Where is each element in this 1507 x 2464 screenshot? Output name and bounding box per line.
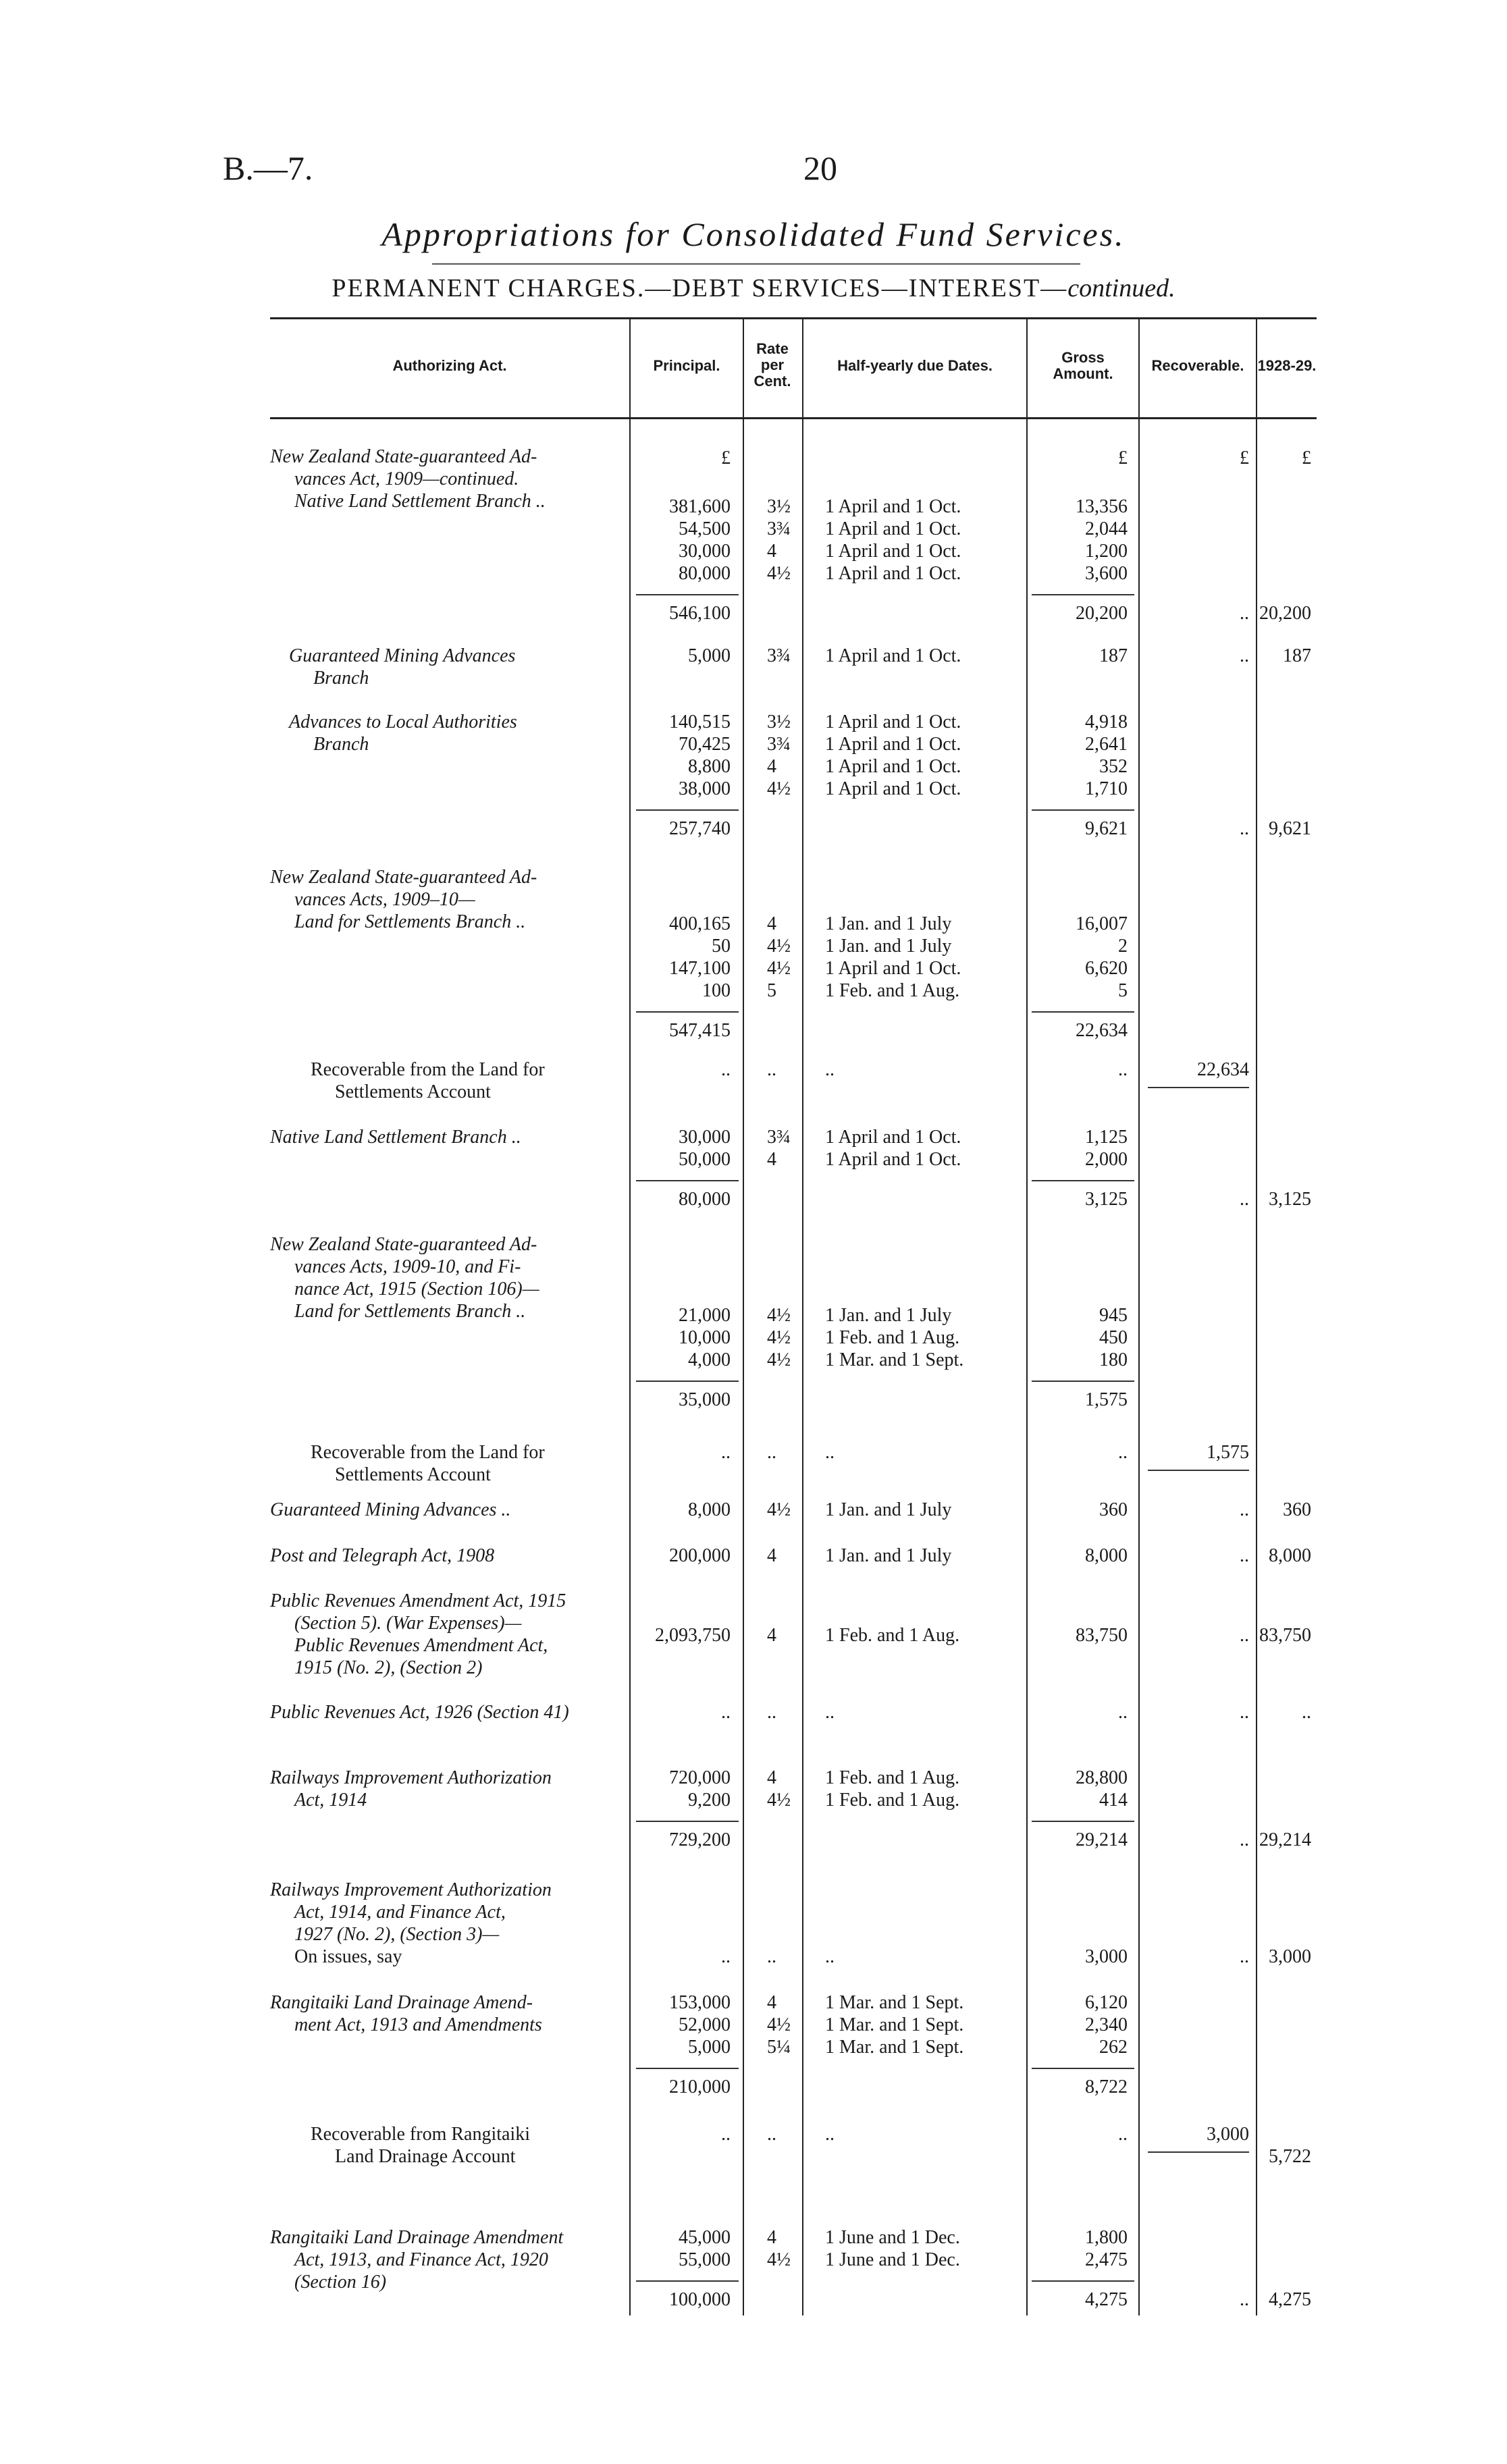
principal-value: .. xyxy=(721,2124,731,2145)
principal-value: 4,000 xyxy=(688,1349,731,1370)
principal-total: 546,100 xyxy=(669,603,731,624)
year-total: 9,621 xyxy=(1269,818,1311,839)
sum-rule xyxy=(636,1011,739,1013)
column-divider xyxy=(1026,317,1028,2315)
year-total: 20,200 xyxy=(1259,603,1311,624)
recoverable-amount: 3,000 xyxy=(1207,2124,1249,2145)
principal-value: 200,000 xyxy=(669,1545,731,1566)
rate-value: .. xyxy=(767,2124,776,2145)
recoverable-value: .. xyxy=(1240,645,1249,666)
rate-value: 4½ xyxy=(767,958,791,979)
principal-value: 5,000 xyxy=(688,645,731,666)
gross-amount: 187 xyxy=(1099,645,1128,666)
principal-value: 52,000 xyxy=(679,2014,731,2035)
due-dates: 1 Mar. and 1 Sept. xyxy=(825,1349,964,1370)
year-total: 4,275 xyxy=(1269,2289,1311,2310)
column-header-principal: Principal. xyxy=(653,357,720,374)
recoverable-note: Settlements Account xyxy=(335,1464,491,1485)
act-text: (Section 5). (War Expenses)— xyxy=(294,1613,522,1634)
year-total: 187 xyxy=(1283,645,1311,666)
sum-rule xyxy=(1032,1180,1134,1181)
act-text: Act, 1913, and Finance Act, 1920 xyxy=(294,2249,548,2270)
act-text: Land for Settlements Branch .. xyxy=(294,911,526,932)
due-dates: 1 Feb. and 1 Aug. xyxy=(825,1327,960,1348)
due-dates: 1 April and 1 Oct. xyxy=(825,541,961,562)
year-total: 5,722 xyxy=(1269,2146,1311,2167)
principal-value: 147,100 xyxy=(669,958,731,979)
gross-amount: 1,125 xyxy=(1085,1127,1128,1148)
gross-amount: 180 xyxy=(1099,1349,1128,1370)
rate-value: .. xyxy=(767,1059,776,1080)
sum-rule xyxy=(1148,1087,1249,1088)
act-text: Land for Settlements Branch .. xyxy=(294,1301,526,1322)
principal-total: 80,000 xyxy=(679,1189,731,1210)
due-dates: 1 April and 1 Oct. xyxy=(825,958,961,979)
rate-value: 3¾ xyxy=(767,645,791,666)
gross-amount: 13,356 xyxy=(1076,496,1128,517)
act-text: On issues, say xyxy=(294,1946,402,1967)
gross-amount: 1,800 xyxy=(1085,2227,1128,2248)
column-header-dates: Half-yearly due Dates. xyxy=(837,357,993,374)
column-header-recoverable: Recoverable. xyxy=(1151,357,1244,374)
recoverable-value: .. xyxy=(1240,1545,1249,1566)
gross-amount: 450 xyxy=(1099,1327,1128,1348)
currency-symbol: £ xyxy=(1118,448,1128,468)
gross-total: 4,275 xyxy=(1085,2289,1128,2310)
due-dates: 1 Mar. and 1 Sept. xyxy=(825,2014,964,2035)
gross-amount: 5 xyxy=(1118,980,1128,1001)
due-dates: 1 Jan. and 1 July xyxy=(825,1305,952,1326)
rate-value: 4½ xyxy=(767,563,791,584)
recoverable-note: Land Drainage Account xyxy=(335,2146,516,2167)
rate-value: 4½ xyxy=(767,2014,791,2035)
rate-value: 5¼ xyxy=(767,2037,791,2058)
gross-total: 1,575 xyxy=(1085,1389,1128,1410)
due-dates: 1 Jan. and 1 July xyxy=(825,936,952,957)
gross-amount: 2,000 xyxy=(1085,1149,1128,1170)
gross-total: 8,722 xyxy=(1085,2077,1128,2097)
rate-value: 4½ xyxy=(767,1790,791,1811)
due-dates: 1 Jan. and 1 July xyxy=(825,1499,952,1520)
due-dates: 1 April and 1 Oct. xyxy=(825,645,961,666)
principal-value: 100 xyxy=(702,980,731,1001)
due-dates: 1 Jan. and 1 July xyxy=(825,1545,952,1566)
recoverable-value: .. xyxy=(1240,603,1249,624)
rate-value: 3¾ xyxy=(767,734,791,755)
sum-rule xyxy=(636,2068,739,2069)
due-dates: 1 Feb. and 1 Aug. xyxy=(825,1625,960,1646)
title-rule xyxy=(432,263,1080,265)
principal-value: 70,425 xyxy=(679,734,731,755)
rate-value: 3¾ xyxy=(767,1127,791,1148)
recoverable-value: .. xyxy=(1240,1946,1249,1967)
section-subtitle xyxy=(0,273,1507,303)
subtitle-main: PERMANENT CHARGES.—DEBT SERVICES—INTEREST— xyxy=(332,274,1068,302)
gross-amount: 262 xyxy=(1099,2037,1128,2058)
due-dates: 1 Feb. and 1 Aug. xyxy=(825,980,960,1001)
act-text: 1927 (No. 2), (Section 3)— xyxy=(294,1924,500,1945)
column-header-rate: Rate per Cent. xyxy=(754,340,791,390)
gross-amount: 16,007 xyxy=(1076,913,1128,934)
gross-amount: 8,000 xyxy=(1085,1545,1128,1566)
gross-total: 29,214 xyxy=(1076,1829,1128,1850)
act-text: New Zealand State-guaranteed Ad- xyxy=(270,1234,537,1255)
rate-value: 4½ xyxy=(767,1499,791,1520)
due-dates: 1 April and 1 Oct. xyxy=(825,734,961,755)
sum-rule xyxy=(636,2280,739,2282)
rate-value: 4½ xyxy=(767,778,791,799)
due-dates: 1 Mar. and 1 Sept. xyxy=(825,2037,964,2058)
act-text: vances Acts, 1909–10— xyxy=(294,889,475,910)
act-text: Native Land Settlement Branch .. xyxy=(270,1127,521,1148)
rate-value: 4½ xyxy=(767,1327,791,1348)
act-text: Guaranteed Mining Advances xyxy=(289,645,516,666)
principal-value: 54,500 xyxy=(679,518,731,539)
act-text: Public Revenues Amendment Act, xyxy=(294,1635,548,1656)
principal-total: 257,740 xyxy=(669,818,731,839)
act-text: ment Act, 1913 and Amendments xyxy=(294,2014,542,2035)
rate-value: 4 xyxy=(767,1992,776,2013)
gross-amount: 28,800 xyxy=(1076,1767,1128,1788)
principal-value: 38,000 xyxy=(679,778,731,799)
principal-total: 547,415 xyxy=(669,1020,731,1041)
due-dates: 1 April and 1 Oct. xyxy=(825,1127,961,1148)
act-text: Post and Telegraph Act, 1908 xyxy=(270,1545,495,1566)
rate-value: 4 xyxy=(767,1625,776,1646)
recoverable-value: .. xyxy=(1240,2289,1249,2310)
act-text: Act, 1914, and Finance Act, xyxy=(294,1902,506,1923)
gross-amount: .. xyxy=(1118,1059,1128,1080)
act-text: Guaranteed Mining Advances .. xyxy=(270,1499,511,1520)
principal-total: 35,000 xyxy=(679,1389,731,1410)
principal-value: 55,000 xyxy=(679,2249,731,2270)
sum-rule xyxy=(1032,2280,1134,2282)
gross-amount: 945 xyxy=(1099,1305,1128,1326)
gross-total: 3,125 xyxy=(1085,1189,1128,1210)
due-dates: 1 April and 1 Oct. xyxy=(825,1149,961,1170)
act-text: nance Act, 1915 (Section 106)— xyxy=(294,1279,539,1300)
sum-rule xyxy=(1148,1470,1249,1471)
recoverable-amount: 22,634 xyxy=(1197,1059,1249,1080)
table-top-rule xyxy=(270,317,1317,319)
sum-rule xyxy=(636,1180,739,1181)
recoverable-amount: 1,575 xyxy=(1207,1442,1249,1463)
recoverable-value: .. xyxy=(1240,1702,1249,1723)
sum-rule xyxy=(1032,809,1134,811)
due-dates: 1 April and 1 Oct. xyxy=(825,778,961,799)
recoverable-note: Recoverable from Rangitaiki xyxy=(311,2124,530,2145)
gross-amount: 1,710 xyxy=(1085,778,1128,799)
gross-amount: 6,120 xyxy=(1085,1992,1128,2013)
act-text: Native Land Settlement Branch .. xyxy=(294,491,546,512)
gross-amount: .. xyxy=(1118,1442,1128,1463)
column-header-gross: Gross Amount. xyxy=(1053,349,1113,382)
year-total: 83,750 xyxy=(1259,1625,1311,1646)
due-dates: 1 June and 1 Dec. xyxy=(825,2227,960,2248)
rate-value: 4½ xyxy=(767,1349,791,1370)
gross-amount: 360 xyxy=(1099,1499,1128,1520)
principal-value: 50 xyxy=(712,936,731,957)
rate-value: .. xyxy=(767,1702,776,1723)
sum-rule xyxy=(636,1381,739,1382)
principal-value: 45,000 xyxy=(679,2227,731,2248)
due-dates: 1 April and 1 Oct. xyxy=(825,712,961,732)
act-text: New Zealand State-guaranteed Ad- xyxy=(270,867,537,888)
rate-value: 3¾ xyxy=(767,518,791,539)
recoverable-value: .. xyxy=(1240,818,1249,839)
gross-amount: 3,600 xyxy=(1085,563,1128,584)
recoverable-note: Recoverable from the Land for xyxy=(311,1442,545,1463)
rate-value: 3½ xyxy=(767,496,791,517)
principal-value: 50,000 xyxy=(679,1149,731,1170)
act-text: 1915 (No. 2), (Section 2) xyxy=(294,1657,483,1678)
act-text: Advances to Local Authorities xyxy=(289,712,517,732)
gross-amount: 414 xyxy=(1099,1790,1128,1811)
principal-total: 210,000 xyxy=(669,2077,731,2097)
recoverable-note: Settlements Account xyxy=(335,1081,491,1102)
act-text: Rangitaiki Land Drainage Amendment xyxy=(270,2227,564,2248)
principal-value: 8,800 xyxy=(688,756,731,777)
due-dates: 1 Feb. and 1 Aug. xyxy=(825,1790,960,1811)
gross-amount: 2,475 xyxy=(1085,2249,1128,2270)
due-dates: 1 Feb. and 1 Aug. xyxy=(825,1767,960,1788)
gross-amount: .. xyxy=(1118,2124,1128,2145)
rate-value: 4 xyxy=(767,756,776,777)
rate-value: 4 xyxy=(767,1545,776,1566)
sum-rule xyxy=(636,594,739,595)
column-divider xyxy=(1138,317,1140,2315)
principal-value: .. xyxy=(721,1946,731,1967)
gross-amount: 6,620 xyxy=(1085,958,1128,979)
rate-value: 4½ xyxy=(767,1305,791,1326)
gross-amount: 2,044 xyxy=(1085,518,1128,539)
due-dates: 1 June and 1 Dec. xyxy=(825,2249,960,2270)
gross-total: 20,200 xyxy=(1076,603,1128,624)
act-text: Public Revenues Amendment Act, 1915 xyxy=(270,1590,566,1611)
due-dates: .. xyxy=(825,1702,835,1723)
recoverable-value: .. xyxy=(1240,1499,1249,1520)
act-text: Rangitaiki Land Drainage Amend- xyxy=(270,1992,533,2013)
due-dates: .. xyxy=(825,1946,835,1967)
recoverable-note: Recoverable from the Land for xyxy=(311,1059,545,1080)
principal-value: 30,000 xyxy=(679,541,731,562)
sum-rule xyxy=(1032,1011,1134,1013)
column-divider xyxy=(802,317,803,2315)
year-total: 3,125 xyxy=(1269,1189,1311,1210)
currency-symbol: £ xyxy=(1302,448,1311,468)
act-text: vances Act, 1909—continued. xyxy=(294,468,519,489)
gross-amount: 2,340 xyxy=(1085,2014,1128,2035)
principal-value: .. xyxy=(721,1059,731,1080)
rate-value: 4½ xyxy=(767,936,791,957)
year-total: 8,000 xyxy=(1269,1545,1311,1566)
due-dates: .. xyxy=(825,2124,835,2145)
principal-value: 381,600 xyxy=(669,496,731,517)
subtitle-continued: continued. xyxy=(1067,274,1175,302)
recoverable-value: .. xyxy=(1240,1189,1249,1210)
column-header-act: Authorizing Act. xyxy=(392,357,507,374)
principal-value: 400,165 xyxy=(669,913,731,934)
act-text: Branch xyxy=(313,668,369,689)
sum-rule xyxy=(636,809,739,811)
rate-value: 5 xyxy=(767,980,776,1001)
act-text: Public Revenues Act, 1926 (Section 41) xyxy=(270,1702,569,1723)
due-dates: 1 April and 1 Oct. xyxy=(825,496,961,517)
rate-value: 4 xyxy=(767,2227,776,2248)
document-reference: B.—7. xyxy=(223,149,313,187)
gross-amount: 2,641 xyxy=(1085,734,1128,755)
sum-rule xyxy=(1032,1821,1134,1822)
principal-value: 8,000 xyxy=(688,1499,731,1520)
rate-value: 4½ xyxy=(767,2249,791,2270)
due-dates: 1 April and 1 Oct. xyxy=(825,756,961,777)
rate-value: 4 xyxy=(767,913,776,934)
act-text: (Section 16) xyxy=(294,2272,387,2293)
sum-rule xyxy=(1148,2151,1249,2153)
sum-rule xyxy=(636,1821,739,1822)
year-total: 3,000 xyxy=(1269,1946,1311,1967)
act-text: New Zealand State-guaranteed Ad- xyxy=(270,446,537,467)
rate-value: 4 xyxy=(767,1767,776,1788)
due-dates: .. xyxy=(825,1442,835,1463)
recoverable-value: .. xyxy=(1240,1625,1249,1646)
principal-value: 140,515 xyxy=(669,712,731,732)
due-dates: 1 April and 1 Oct. xyxy=(825,563,961,584)
rate-value: .. xyxy=(767,1946,776,1967)
page-title: Appropriations for Consolidated Fund Services. xyxy=(381,215,1126,253)
year-total: .. xyxy=(1302,1702,1311,1723)
due-dates: .. xyxy=(825,1059,835,1080)
gross-amount: 83,750 xyxy=(1076,1625,1128,1646)
rate-value: 4 xyxy=(767,541,776,562)
gross-amount: 1,200 xyxy=(1085,541,1128,562)
rate-value: 3½ xyxy=(767,712,791,732)
rate-value: .. xyxy=(767,1442,776,1463)
sum-rule xyxy=(1032,2068,1134,2069)
currency-symbol: £ xyxy=(1240,448,1249,468)
principal-value: 2,093,750 xyxy=(655,1625,731,1646)
act-text: Branch xyxy=(313,734,369,755)
principal-total: 729,200 xyxy=(669,1829,731,1850)
act-text: Act, 1914 xyxy=(294,1790,367,1811)
principal-total: 100,000 xyxy=(669,2289,731,2310)
due-dates: 1 April and 1 Oct. xyxy=(825,518,961,539)
sum-rule xyxy=(1032,1381,1134,1382)
principal-value: 720,000 xyxy=(669,1767,731,1788)
year-total: 29,214 xyxy=(1259,1829,1311,1850)
gross-amount: 352 xyxy=(1099,756,1128,777)
year-total: 360 xyxy=(1283,1499,1311,1520)
gross-total: 9,621 xyxy=(1085,818,1128,839)
principal-value: 80,000 xyxy=(679,563,731,584)
due-dates: 1 Jan. and 1 July xyxy=(825,913,952,934)
column-divider xyxy=(743,317,744,2315)
principal-value: 9,200 xyxy=(688,1790,731,1811)
act-text: vances Acts, 1909-10, and Fi- xyxy=(294,1256,521,1277)
gross-amount: 2 xyxy=(1118,936,1128,957)
principal-value: .. xyxy=(721,1442,731,1463)
act-text: Railways Improvement Authorization xyxy=(270,1767,552,1788)
rate-value: 4 xyxy=(767,1149,776,1170)
principal-value: 30,000 xyxy=(679,1127,731,1148)
page-number: 20 xyxy=(803,149,837,187)
gross-amount: 4,918 xyxy=(1085,712,1128,732)
principal-value: .. xyxy=(721,1702,731,1723)
principal-value: 153,000 xyxy=(669,1992,731,2013)
table-header-rule xyxy=(270,417,1317,419)
principal-value: 5,000 xyxy=(688,2037,731,2058)
sum-rule xyxy=(1032,594,1134,595)
gross-total: 22,634 xyxy=(1076,1020,1128,1041)
recoverable-value: .. xyxy=(1240,1829,1249,1850)
gross-amount: 3,000 xyxy=(1085,1946,1128,1967)
due-dates: 1 Mar. and 1 Sept. xyxy=(825,1992,964,2013)
act-text: Railways Improvement Authorization xyxy=(270,1879,552,1900)
gross-amount: .. xyxy=(1118,1702,1128,1723)
principal-value: 21,000 xyxy=(679,1305,731,1326)
column-header-year: 1928-29. xyxy=(1257,357,1317,374)
principal-value: 10,000 xyxy=(679,1327,731,1348)
currency-symbol: £ xyxy=(721,448,731,468)
